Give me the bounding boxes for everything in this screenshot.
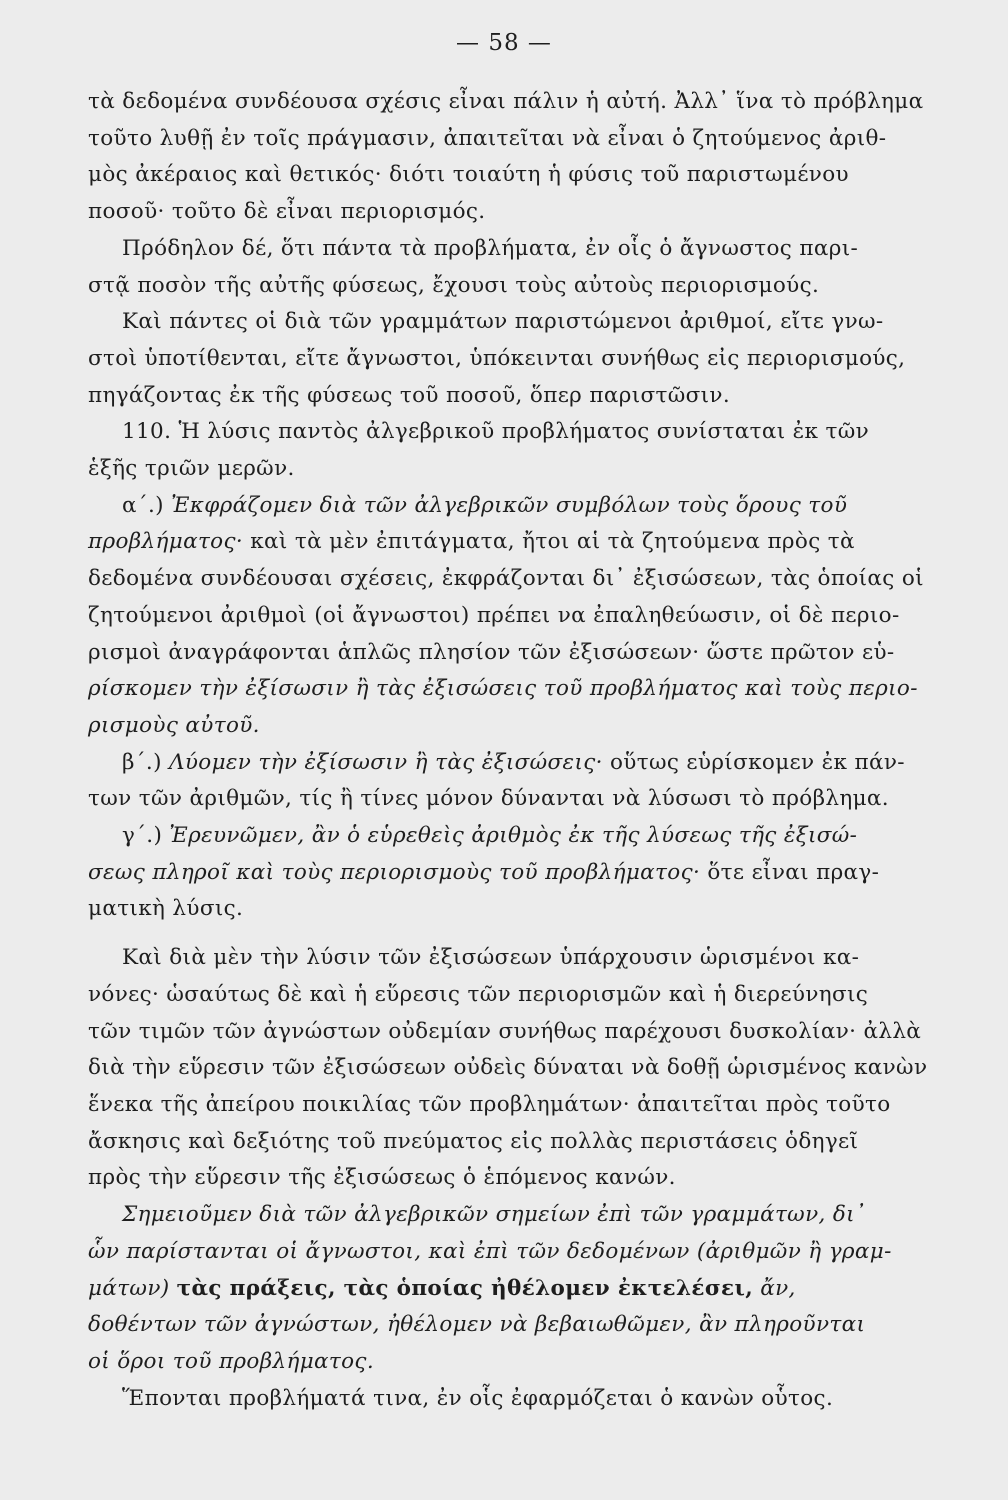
step-alpha <box>88 488 968 525</box>
italic-text: Λύομεν τὴν ἐξίσωσιν ἢ τὰς ἐξισώσεις· <box>169 749 603 775</box>
text-line: στᾷ ποσὸν τῆς αὐτῆς φύσεως, ἔχουσι τοὺς αὐτοὺς περιορισμούς. <box>88 272 820 298</box>
italic-text: μάτων) <box>88 1275 177 1301</box>
text-line: ἄσκησις καὶ δεξιότης τοῦ πνεύματος εἰς πολλὰς περιστάσεις ὁδηγεῖ <box>88 1128 859 1154</box>
italic-text: ἄν, <box>753 1275 796 1301</box>
text-line: στοὶ ὑποτίθενται, εἴτε ἄγνωστοι, ὑπόκεινται συνήθως εἰς περιορισμούς, <box>88 345 906 371</box>
step-label: β΄.) <box>122 749 169 775</box>
italic-text-line: ρίσκομεν τὴν ἐξίσωσιν ἢ τὰς ἐξισώσεις τοῦ προβλήματος καὶ τοὺς περιο- <box>88 676 918 702</box>
text-line: πρὸς τὴν εὕρεσιν τῆς ἐξισώσεως ὁ ἑπόμενος κανών. <box>88 1165 676 1191</box>
section-heading-110: 110. Ἡ λύσις παντὸς ἀλγεβρικοῦ προβλήματος συνίσταται ἐκ τῶν <box>122 419 870 445</box>
step-gamma <box>88 818 968 855</box>
text-line: διὰ τὴν εὕρεσιν τῶν ἐξισώσεων οὐδεὶς δύναται νὰ δοθῇ ὡρισμένος κανὼν <box>88 1055 928 1081</box>
text-line: των τῶν ἀριθμῶν, τίς ἢ τίνες μόνον δύνανται νὰ λύσωσι τὸ πρόβλημα. <box>88 786 889 812</box>
text-line: νόνες· ὡσαύτως δὲ καὶ ἡ εὕρεσις τῶν περιορισμῶν καὶ ἡ διερεύνησις <box>88 981 869 1007</box>
text-line: ματικὴ λύσις. <box>88 896 244 922</box>
italic-text-line: Σημειοῦμεν διὰ τῶν ἀλγεβρικῶν σημείων ἐπὶ τῶν γραμμάτων, δι᾽ <box>122 1202 867 1228</box>
italic-text: Ἐκφράζομεν διὰ τῶν ἀλγεβρικῶν συμβόλων τοὺς ὅρους τοῦ <box>171 492 848 518</box>
text-line: τοῦτο λυθῇ ἐν τοῖς πράγμασιν, ἀπαιτεῖται νὰ εἶναι ὁ ζητούμενος ἀριθ- <box>88 125 887 151</box>
text-line: ζητούμενοι ἀριθμοὶ (οἱ ἄγνωστοι) πρέπει να ἐπαληθεύωσιν, οἱ δὲ περιο- <box>88 602 900 628</box>
step-beta <box>88 745 968 782</box>
italic-text-line: ρισμοὺς αὐτοῦ. <box>88 712 260 738</box>
italic-text-line: ὧν παρίστανται οἱ ἄγνωστοι, καὶ ἐπὶ τῶν δεδομένων (ἀριθμῶν ἢ γραμ- <box>88 1238 892 1264</box>
text-line: Ἕπονται προβλήματά τινα, ἐν οἷς ἐφαρμόζεται ὁ κανὼν οὗτος. <box>122 1385 834 1411</box>
text-span: καὶ τὰ μὲν ἐπιτάγματα, ἤτοι αἱ τὰ ζητούμενα πρὸς τὰ <box>243 529 855 555</box>
text-line: Καὶ πάντες οἱ διὰ τῶν γραμμάτων παριστώμενοι ἀριθμοί, εἴτε γνω- <box>122 309 884 335</box>
text-line: ρισμοὶ ἀναγράφονται ἁπλῶς πλησίον τῶν ἐξισώσεων· ὥστε πρῶτον εὑ- <box>88 639 895 665</box>
text-line: Πρόδηλον δέ, ὅτι πάντα τὰ προβλήματα, ἐν οἷς ὁ ἄγνωστος παρι- <box>122 235 859 261</box>
text-line <box>88 1271 968 1308</box>
text-line: μὸς ἀκέραιος καὶ θετικός· διότι τοιαύτη ἡ φύσις τοῦ παριστωμένου <box>88 162 849 188</box>
text-line: πηγάζοντας ἐκ τῆς φύσεως τοῦ ποσοῦ, ὅπερ παριστῶσιν. <box>88 382 731 408</box>
text-line: ἑξῆς τριῶν μερῶν. <box>88 456 295 482</box>
text-span: ὅτε εἶναι πραγ- <box>700 859 880 885</box>
italic-text-line: δοθέντων τῶν ἀγνώστων, ἠθέλομεν νὰ βεβαιωθῶμεν, ἂν πληροῦνται <box>88 1312 866 1338</box>
italic-text: Ἐρευνῶμεν, ἂν ὁ εὑρεθεὶς ἀριθμὸς ἐκ τῆς λύσεως τῆς ἐξισώ- <box>169 823 858 849</box>
italic-text: προβλήματος· <box>88 529 244 555</box>
italic-text-line: οἱ ὅροι τοῦ προβλήματος. <box>88 1348 374 1374</box>
text-line: ποσοῦ· τοῦτο δὲ εἶναι περιορισμός. <box>88 199 486 225</box>
step-label: α΄.) <box>122 492 172 518</box>
text-line: Καὶ διὰ μὲν τὴν λύσιν τῶν ἐξισώσεων ὑπάρχουσιν ὡρισμένοι κα- <box>122 945 860 971</box>
bold-text: τὰς πράξεις, τὰς ὁποίας ἠθέλομεν ἐκτελέσει, <box>176 1275 754 1301</box>
paragraph-gap <box>88 928 968 940</box>
text-span: οὕτως εὑρίσκομεν ἐκ πάν- <box>602 749 905 775</box>
italic-text: σεως πληροῖ καὶ τοὺς περιορισμοὺς τοῦ προβλήματος· <box>88 859 701 885</box>
text-line: ἕνεκα τῆς ἀπείρου ποικιλίας τῶν προβλημάτων· ἀπαιτεῖται πρὸς τοῦτο <box>88 1091 891 1117</box>
text-line: τὰ δεδομένα συνδέουσα σχέσις εἶναι πάλιν ἡ αὐτή. Ἀλλ᾽ ἵνα τὸ πρόβλημα <box>88 89 924 114</box>
text-line <box>88 855 968 892</box>
step-label: γ΄.) <box>122 823 170 849</box>
text-line: δεδομένα συνδέουσαι σχέσεις, ἐκφράζονται δι᾽ ἐξισώσεων, τὰς ὁποίας οἱ <box>88 566 924 592</box>
page-body <box>88 84 968 1417</box>
text-line: τῶν τιμῶν τῶν ἀγνώστων οὐδεμίαν συνήθως παρέχουσι δυσκολίαν· ἀλλὰ <box>88 1018 922 1044</box>
text-line <box>88 524 968 561</box>
page-number: — 58 — <box>456 30 552 56</box>
